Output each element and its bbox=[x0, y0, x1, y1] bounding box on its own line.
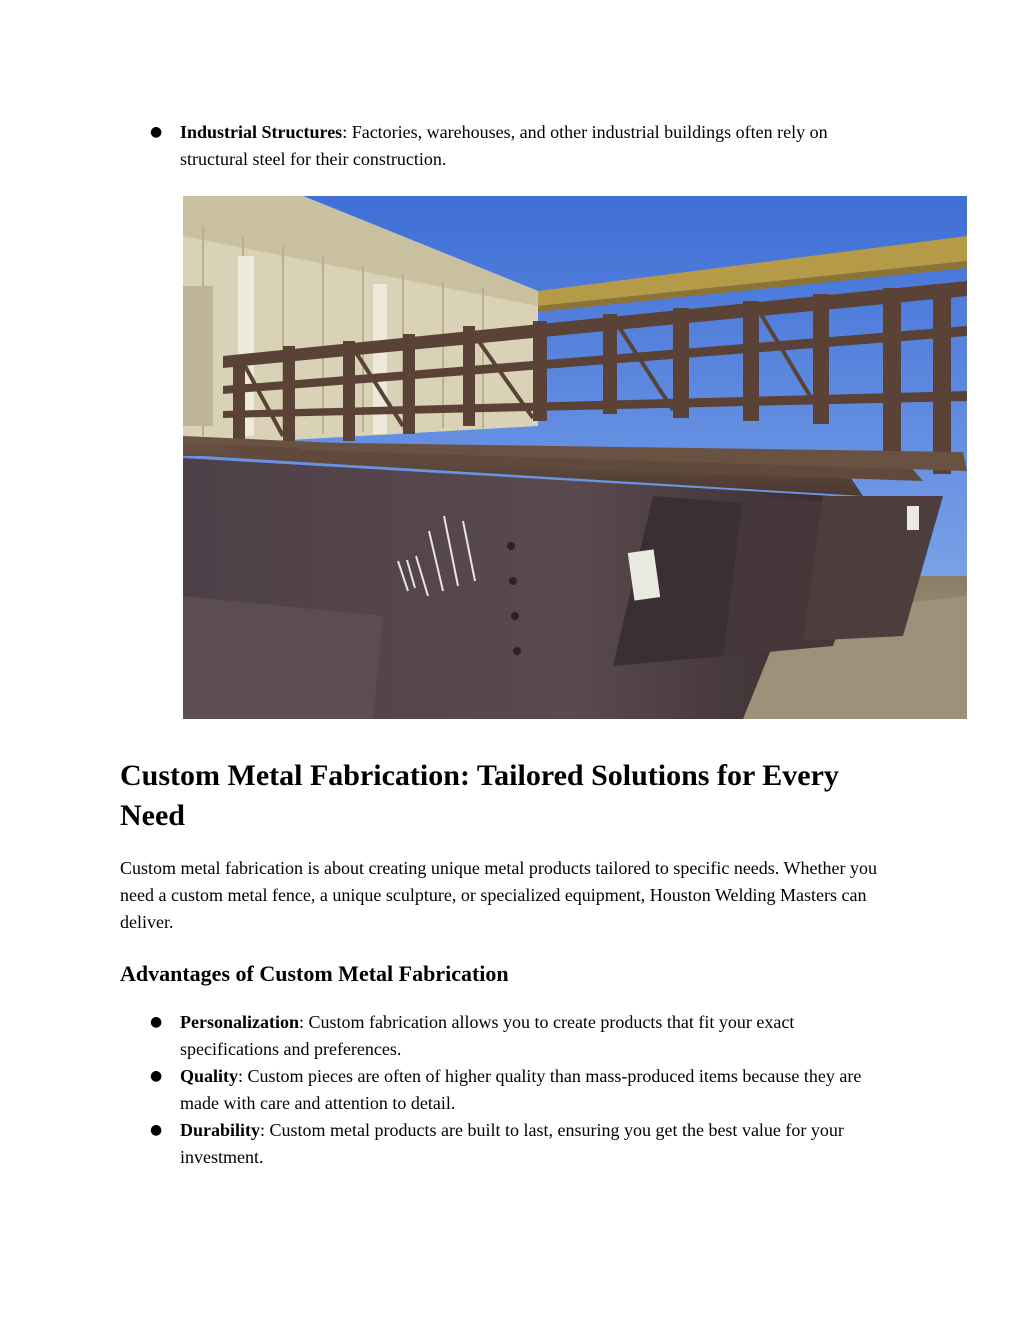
bullet-icon: ● bbox=[150, 1122, 163, 1138]
advantages-heading: Advantages of Custom Metal Fabrication bbox=[120, 961, 509, 986]
bullet-icon: ● bbox=[150, 1014, 163, 1030]
bullet-icon: ● bbox=[150, 1068, 163, 1084]
list-item-text: : Factories, warehouses, and other industrial buildings often rely on structural steel for their construction. bbox=[180, 122, 828, 169]
list-item bbox=[120, 1063, 890, 1117]
industrial-uses-list bbox=[120, 119, 890, 173]
list-item-text: : Custom fabrication allows you to create products that fit your exact specifications and preferences. bbox=[180, 1012, 795, 1059]
list-item-term: Quality bbox=[180, 1066, 239, 1086]
advantages-list bbox=[120, 1009, 890, 1171]
list-item-term: Durability bbox=[180, 1120, 261, 1140]
steel-beams-photo bbox=[183, 196, 967, 719]
bullet-icon: ● bbox=[150, 124, 163, 140]
list-item bbox=[120, 1117, 890, 1171]
list-item bbox=[120, 1009, 890, 1063]
section-heading: Custom Metal Fabrication: Tailored Solutions for Every Need bbox=[120, 759, 839, 832]
list-item-text: : Custom pieces are often of higher quality than mass-produced items because they are made with care and attention to detail. bbox=[180, 1066, 862, 1113]
intro-paragraph: Custom metal fabrication is about creating unique metal products tailored to specific needs. Whether you need a custom metal fence, a unique sculpture, or specialized equipment, Houston Welding Masters can deliver. bbox=[120, 858, 877, 932]
list-item-text: : Custom metal products are built to last, ensuring you get the best value for your investment. bbox=[180, 1120, 844, 1167]
list-item-term: Industrial Structures bbox=[180, 122, 343, 142]
list-item bbox=[120, 119, 890, 173]
list-item-term: Personalization bbox=[180, 1012, 299, 1032]
